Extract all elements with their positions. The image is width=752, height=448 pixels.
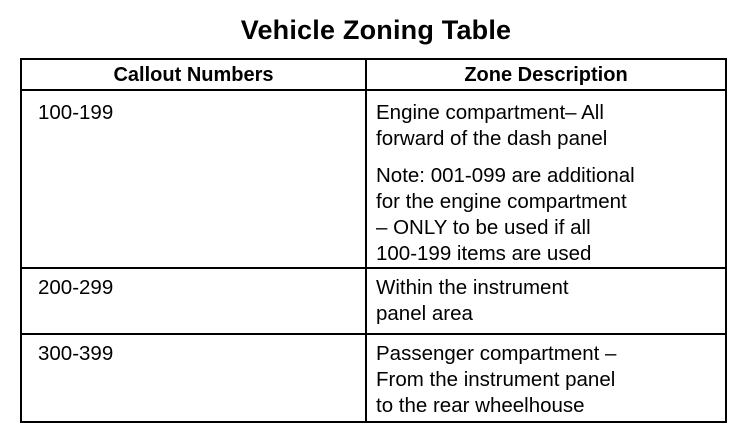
row-2-callout: 200-299: [38, 276, 114, 299]
vehicle-zoning-table: [20, 58, 727, 423]
row-3-callout: 300-399: [38, 342, 114, 365]
row-3-zone: Passenger compartment – From the instrument panel to the rear wheelhouse: [376, 342, 617, 417]
header-callout-numbers: Callout Numbers: [113, 64, 274, 86]
row-divider-2: [22, 333, 725, 335]
header-zone-description: Zone Description: [464, 64, 628, 86]
row-divider-1: [22, 267, 725, 269]
row-1-zone: Engine compartment– All forward of the dash panel: [376, 101, 608, 150]
header-divider: [22, 89, 725, 91]
table-title: Vehicle Zoning Table: [240, 15, 512, 45]
row-1-callout: 100-199: [38, 101, 114, 124]
row-1-note: Note: 001-099 are additional for the engine compartment – ONLY to be used if all 100-199 items are used: [376, 164, 635, 265]
row-2-zone: Within the instrument panel area: [376, 276, 569, 325]
column-divider: [365, 60, 367, 421]
